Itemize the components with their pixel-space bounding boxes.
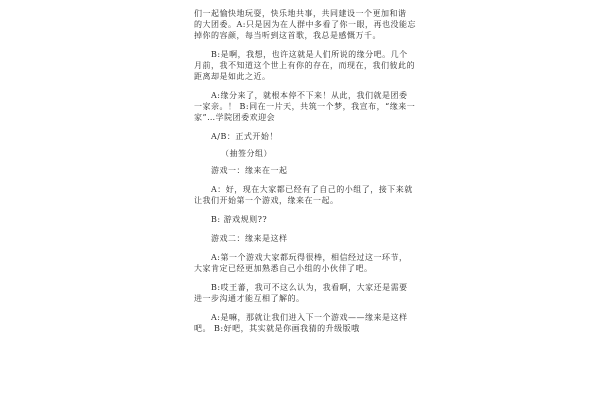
text-line: A/B：正式开始！ [211,132,278,141]
text-line: 吧。 B:好吧，其实就是你画我猜的升级版哦 [194,324,360,333]
text-line: 距离却是如此之近。 [194,72,271,81]
text-line: 掉你的容颜，每当听到这首歌，我总是感慨万千。 [194,31,381,40]
section-heading: 游戏二：缘来是这样 [211,234,288,243]
text-line: 进一步沟通才能互相了解的。 [194,294,305,303]
text-line: A:是嘛，那就让我们进入下一个游戏——缘来是这样 [211,313,408,322]
text-line: A:缘分来了，就根本停不下来！从此，我们就是团委 [211,91,408,100]
text-line: B: 游戏规则?? [211,215,268,224]
text-line: B:是啊，我想，也许这就是人们所说的缘分吧。几个 [211,50,408,59]
text-line: 们一起愉快地玩耍，快乐地共事，共同建设一个更加和谐 [194,9,407,18]
text-line: 大家肯定已经更加熟悉自己小组的小伙伴了吧。 [194,264,373,273]
text-line: 家”…学院团委欢迎会 [194,113,276,122]
text-line: 的大团委。A:只是因为在人群中多看了你一眼，再也没能忘 [194,20,416,29]
text-line: A:第一个游戏大家都玩得很棒，相信经过这一环节， [211,253,408,262]
document-body [194,8,416,334]
text-line: 让我们开始第一个游戏，缘来在一起。 [194,196,339,205]
text-line: B:哎王蕃，我可不这么认为，我看啊，大家还是需要 [211,283,408,292]
text-line: A：好，现在大家都已经有了自己的小组了，接下来就 [211,185,413,194]
section-label: （抽签分组） [221,149,272,158]
section-heading: 游戏一：缘来在一起 [211,166,288,175]
text-line: 一家亲。！ B:同在一片天，共筑一个梦，我宣布，“缘来一 [194,102,416,111]
text-line: 月前，我不知道这个世上有你的存在，而现在，我们彼此的 [194,61,415,70]
